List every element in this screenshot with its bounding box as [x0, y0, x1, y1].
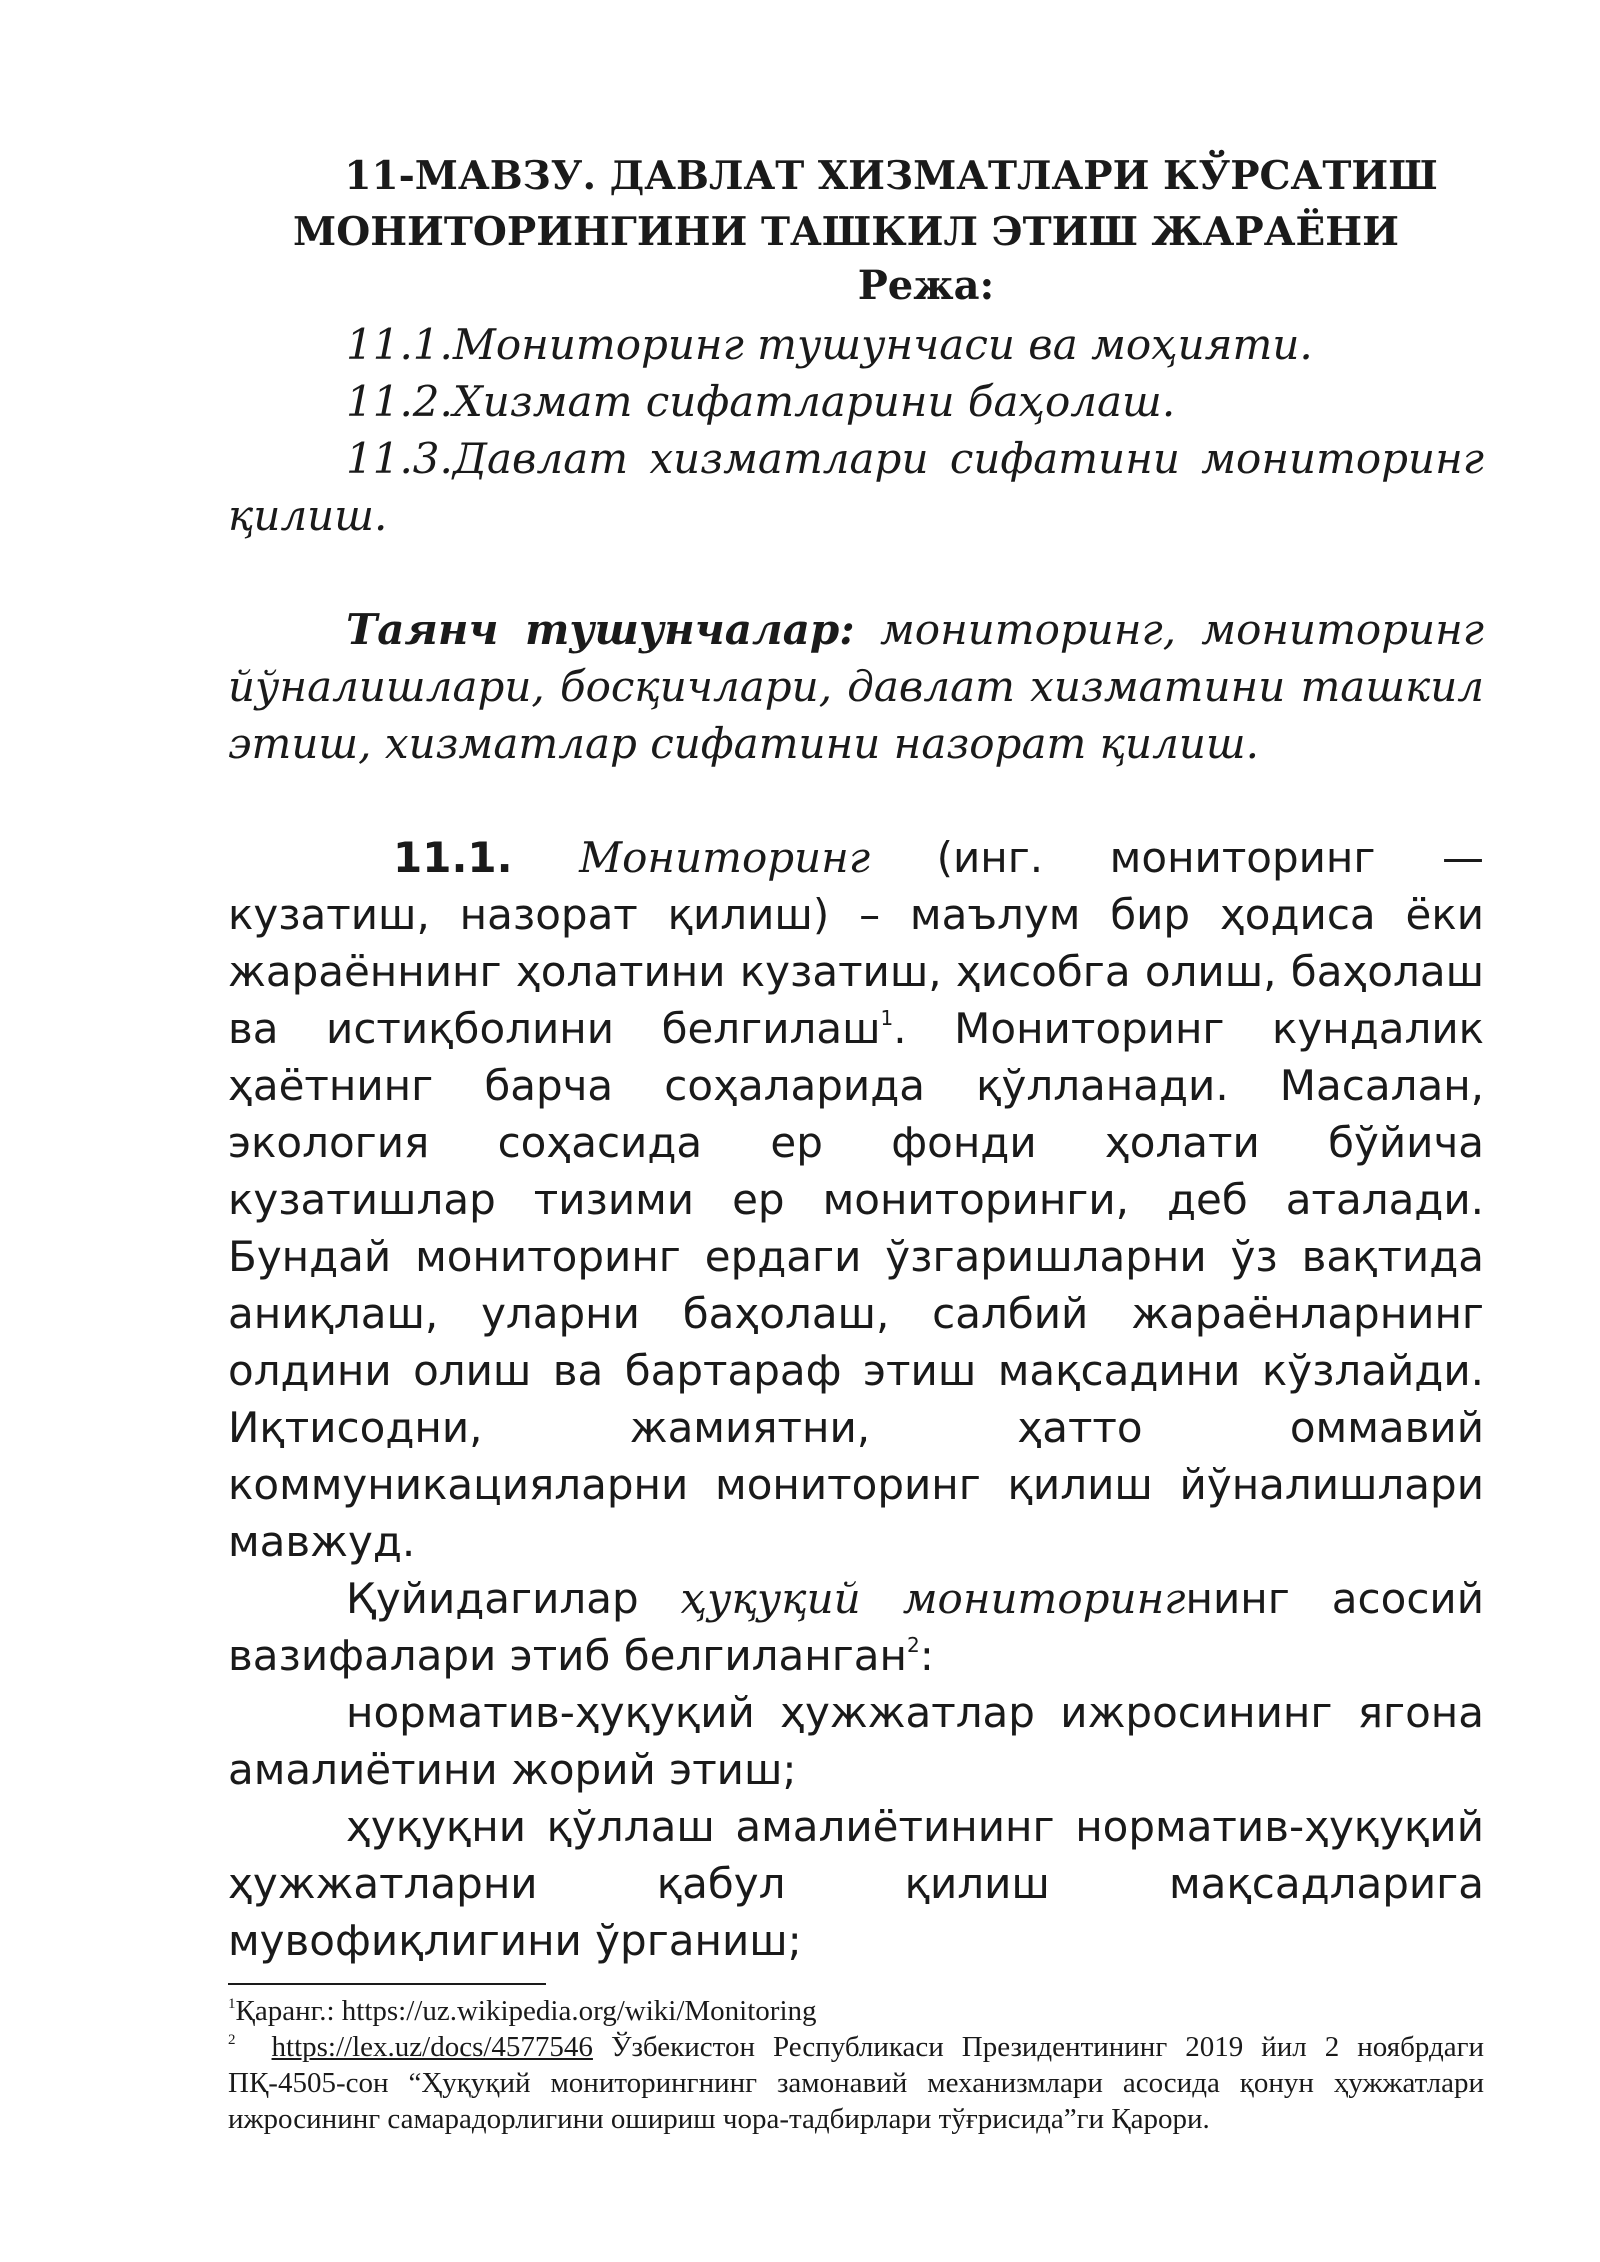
plan-list — [228, 316, 1484, 544]
section-term: Мониторинг — [579, 833, 871, 882]
plan-item: 11.3.Давлат хизматлари сифатини мониторинг қилиш. — [228, 434, 1484, 540]
plan-item: 11.2.Хизмат сифатларини баҳолаш. — [346, 377, 1176, 426]
key-concepts-label: Таянч тушунчалар: — [346, 605, 855, 654]
body-text — [228, 829, 1484, 1969]
plan-heading: Режа: — [857, 262, 995, 309]
page-title — [228, 148, 1484, 260]
paragraph-task-2: ҳуқуқни қўллаш амалиётининг норматив-ҳуқуқий ҳужжатларни қабул қилиш мақсадларига мувофиқлигини ўрганиш; — [228, 1802, 1484, 1965]
section-number: 11.1. — [393, 833, 513, 882]
paragraph-task-1: норматив-ҳуқуқий ҳужжатлар ижросининг ягона амалиётини жорий этиш; — [228, 1688, 1484, 1794]
footnote-text: Ўзбекистон Республикаси Президентининг 2019 йил 2 ноябрдаги ПҚ-4505-сон “Ҳуқуқий мониторингнинг замонавий механизмлари асосида қонун ҳужжатлари ижросининг самарадорлигини ошириш чора-тадбирлари тўғрисида”ги Қарори. — [228, 2031, 1484, 2135]
key-concepts-text: мониторинг, мониторинг йўналишлари, босқичлари, давлат хизматини ташкил этиш, хизматлар сифатини назорат қилиш. — [228, 605, 1485, 768]
paragraph-text: Қуйидагилар — [346, 1574, 681, 1623]
key-concepts — [228, 601, 1484, 772]
footnote-ref-2[interactable]: 2 — [906, 1633, 920, 1657]
footnote-link[interactable]: https://lex.uz/docs/4577546 — [271, 2031, 593, 2063]
footnote-1 — [228, 1993, 1484, 2029]
title-line-1: 11-МАВЗУ. ДАВЛАТ ХИЗМАТЛАРИ КЎРСАТИШ — [344, 153, 1438, 199]
footnote-mark: 1 — [228, 1996, 236, 2012]
footnote-separator — [228, 1983, 546, 1985]
footnote-ref-1[interactable]: 1 — [880, 1006, 894, 1030]
footnote-2 — [228, 2029, 1484, 2137]
paragraph-text: . Мониторинг кундалик ҳаётнинг барча соҳаларида қўлланади. Масалан, экология соҳасида ер фонди ҳолати бўйича кузатишлар тизими ер мониторинги, деб аталади. Бундай мониторинг ердаги ўзгаришларни ўз вақтида аниқлаш, уларни баҳолаш, салбий жараёнларнинг олдини олиш ва бартараф этиш мақсадини кўзлайди. Иқтисодни, жамиятни, ҳатто оммавий коммуникацияларни мониторинг қилиш йўналишлари мавжуд. — [228, 1004, 1485, 1566]
footnote-mark: 2 — [228, 2032, 236, 2048]
paragraph-text: нинг асосий вазифалари этиб белгиланган — [228, 1574, 1485, 1680]
paragraph-text: : — [919, 1631, 934, 1680]
footnotes — [228, 1993, 1484, 2137]
paragraph-text: (инг. мониторинг — кузатиш, назорат қилиш) – маълум бир ҳодиса ёки жараённинг ҳолатини кузатиш, ҳисобга олиш, баҳолаш ва истиқболини белгилаш — [228, 833, 1484, 1053]
emphasis-legal-monitoring: ҳуқуқий мониторинг — [680, 1574, 1186, 1623]
document-page — [228, 148, 1484, 2137]
footnote-text: Қаранг.: https://uz.wikipedia.org/wiki/Monitoring — [235, 1995, 817, 2027]
paragraph-monitoring-definition — [228, 829, 1484, 1570]
title-line-2: МОНИТОРИНГИНИ ТАШКИЛ ЭТИШ ЖАРАЁНИ — [293, 209, 1399, 255]
plan-item: 11.1.Мониторинг тушунчаси ва моҳияти. — [346, 320, 1313, 369]
paragraph-legal-monitoring — [228, 1570, 1484, 1684]
